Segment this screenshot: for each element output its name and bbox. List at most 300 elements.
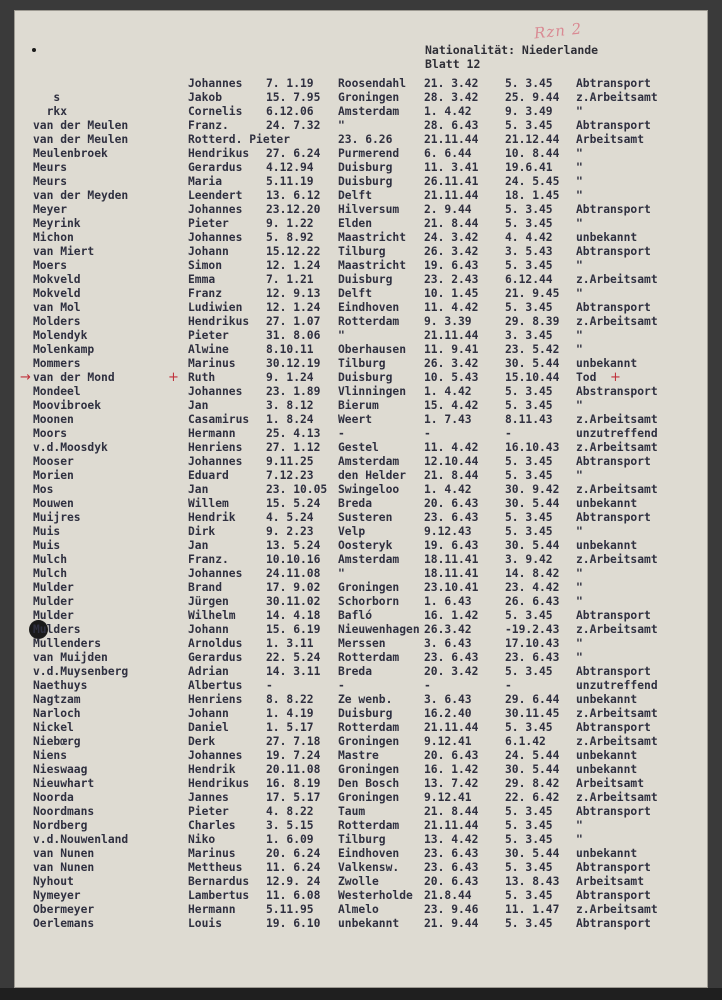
cell-date-to: 5. 3.45 bbox=[505, 609, 553, 622]
cell-given-name: Jan bbox=[188, 539, 209, 552]
cell-surname: Nieuwhart bbox=[33, 777, 95, 790]
cell-given-name: Dirk bbox=[188, 525, 216, 538]
cell-given-name: Bernardus bbox=[188, 875, 250, 888]
cell-birth-date: 13. 5.24 bbox=[266, 539, 321, 552]
cell-place: - bbox=[338, 427, 345, 440]
cell-status: Abtransport bbox=[576, 77, 651, 90]
cell-surname: Nagtzam bbox=[33, 693, 81, 706]
cell-date-from: 24. 3.42 bbox=[424, 231, 479, 244]
cell-given-name: Jürgen bbox=[188, 595, 229, 608]
cell-given-name: Albertus bbox=[188, 679, 243, 692]
cell-given-name: Henriens bbox=[188, 693, 243, 706]
cell-given-name: Gerardus bbox=[188, 651, 243, 664]
cell-date-from: 21.11.44 bbox=[424, 189, 479, 202]
cell-date-to: -19.2.43 bbox=[505, 623, 560, 636]
cell-birth-date: 9. 1.24 bbox=[266, 371, 314, 384]
cell-date-to: 11. 1.47 bbox=[505, 903, 560, 916]
cell-given-name: Hendrikus bbox=[188, 315, 250, 328]
cell-status: Abtransport bbox=[576, 805, 651, 818]
cell-date-from: 1. 6.43 bbox=[424, 595, 472, 608]
cell-status: " bbox=[576, 469, 583, 482]
cell-status: z.Arbeitsamt bbox=[576, 483, 658, 496]
cell-date-from: 6. 6.44 bbox=[424, 147, 472, 160]
table-row bbox=[14, 469, 708, 483]
cell-date-to: 8.11.43 bbox=[505, 413, 553, 426]
cell-birth-date: 8. 8.22 bbox=[266, 693, 314, 706]
table-row bbox=[14, 595, 708, 609]
cell-birth-date: 23.12.20 bbox=[266, 203, 321, 216]
cell-date-to: 30. 5.44 bbox=[505, 497, 560, 510]
cell-status: " bbox=[576, 637, 583, 650]
cell-date-from: 12.10.44 bbox=[424, 455, 479, 468]
cell-date-to: 26. 6.43 bbox=[505, 595, 560, 608]
table-row bbox=[14, 525, 708, 539]
cell-place: Nieuwenhagen bbox=[338, 623, 420, 636]
cell-status: " bbox=[576, 105, 583, 118]
cell-date-to: 19.6.41 bbox=[505, 161, 553, 174]
cell-place: Rotterdam bbox=[338, 651, 400, 664]
cell-birth-date: 12. 1.24 bbox=[266, 259, 321, 272]
cell-birth-date: 25. 4.13 bbox=[266, 427, 321, 440]
cell-surname: van Nunen bbox=[33, 847, 95, 860]
table-row bbox=[14, 91, 708, 105]
cell-birth-date: 14. 4.18 bbox=[266, 609, 321, 622]
cell-surname: Mokveld bbox=[33, 273, 81, 286]
cell-date-from: 11. 3.41 bbox=[424, 161, 479, 174]
cell-surname: Molenkamp bbox=[33, 343, 95, 356]
cell-date-from: 10. 1.45 bbox=[424, 287, 479, 300]
cell-place: Schorborn bbox=[338, 595, 400, 608]
cell-status: z.Arbeitsamt bbox=[576, 441, 658, 454]
cell-status: unbekannt bbox=[576, 497, 638, 510]
cell-status: z.Arbeitsamt bbox=[576, 903, 658, 916]
document-page bbox=[14, 10, 708, 988]
cell-given-name: Johann bbox=[188, 245, 229, 258]
cell-date-from: 13. 4.42 bbox=[424, 833, 479, 846]
cell-surname: van der Meyden bbox=[33, 189, 129, 202]
cell-birth-date: 15. 7.95 bbox=[266, 91, 321, 104]
cell-given-name: Wilhelm bbox=[188, 609, 236, 622]
cell-place: Eindhoven bbox=[338, 847, 400, 860]
cell-date-to: 30. 5.44 bbox=[505, 847, 560, 860]
cell-given-name: Cornelis bbox=[188, 105, 243, 118]
cell-surname: Meyrink bbox=[33, 217, 81, 230]
cell-status: z.Arbeitsamt bbox=[576, 735, 658, 748]
cell-given-name: Johannes bbox=[188, 749, 243, 762]
cell-surname: Noorda bbox=[33, 791, 74, 804]
cell-place: Den Bosch bbox=[338, 777, 400, 790]
cell-birth-date: 1. 8.24 bbox=[266, 413, 314, 426]
table-row bbox=[14, 245, 708, 259]
cell-date-to: 5. 3.45 bbox=[505, 119, 553, 132]
cell-given-name: Hermann bbox=[188, 903, 236, 916]
cell-place: Groningen bbox=[338, 791, 400, 804]
cell-place: Westerholde bbox=[338, 889, 413, 902]
cell-date-from: 21. 8.44 bbox=[424, 469, 479, 482]
cell-status: " bbox=[576, 217, 583, 230]
cell-place: Delft bbox=[338, 287, 373, 300]
cell-date-to: 21. 9.45 bbox=[505, 287, 560, 300]
nationality-line: Nationalität: Niederlande bbox=[425, 43, 599, 57]
cell-given-name: Simon bbox=[188, 259, 223, 272]
cell-surname: Meulenbroek bbox=[33, 147, 108, 160]
cell-place: Vlinningen bbox=[338, 385, 407, 398]
table-row bbox=[14, 553, 708, 567]
cell-birth-date: 17. 5.17 bbox=[266, 791, 321, 804]
cell-status: z.Arbeitsamt bbox=[576, 553, 658, 566]
punch-hole-top bbox=[32, 48, 36, 52]
cell-date-to: 25. 9.44 bbox=[505, 91, 560, 104]
cell-birth-date: 13. 6.12 bbox=[266, 189, 321, 202]
cell-given-name: Pieter bbox=[188, 805, 229, 818]
table-row bbox=[14, 609, 708, 623]
cell-surname: Mulders bbox=[33, 623, 81, 636]
cell-place: " bbox=[338, 329, 345, 342]
cell-surname: Muis bbox=[33, 539, 61, 552]
cell-surname: Mullenders bbox=[33, 637, 102, 650]
cell-date-to: 5. 3.45 bbox=[505, 301, 553, 314]
cell-place: " bbox=[338, 119, 345, 132]
cell-status: Abstransport bbox=[576, 385, 658, 398]
cell-place: Duisburg bbox=[338, 707, 393, 720]
table-row bbox=[14, 385, 708, 399]
cell-given-name: Johannes bbox=[188, 385, 243, 398]
cell-date-from: 1. 7.43 bbox=[424, 413, 472, 426]
cell-given-name: Henriens bbox=[188, 441, 243, 454]
cell-birth-date: 9.11.25 bbox=[266, 455, 314, 468]
cell-birth-date: 27. 6.24 bbox=[266, 147, 321, 160]
table-row bbox=[14, 861, 708, 875]
cell-date-to: 23. 6.43 bbox=[505, 651, 560, 664]
register-table bbox=[14, 77, 708, 931]
cell-birth-date: 3. 8.12 bbox=[266, 399, 314, 412]
cell-place: Mastre bbox=[338, 749, 379, 762]
cell-date-from: 21. 8.44 bbox=[424, 805, 479, 818]
table-row bbox=[14, 161, 708, 175]
cell-date-from: 16. 1.42 bbox=[424, 609, 479, 622]
cell-place: Taum bbox=[338, 805, 366, 818]
cell-birth-date: 23. 1.89 bbox=[266, 385, 321, 398]
cell-status: " bbox=[576, 175, 583, 188]
cell-birth-date: 4. 5.24 bbox=[266, 511, 314, 524]
cell-place: Groningen bbox=[338, 91, 400, 104]
table-row bbox=[14, 483, 708, 497]
cell-status: z.Arbeitsamt bbox=[576, 791, 658, 804]
cell-surname: Narloch bbox=[33, 707, 81, 720]
cell-status: z.Arbeitsamt bbox=[576, 273, 658, 286]
cell-date-to: 23. 5.42 bbox=[505, 343, 560, 356]
table-row bbox=[14, 329, 708, 343]
cell-given-name: Eduard bbox=[188, 469, 229, 482]
cell-status: Arbeitsamt bbox=[576, 133, 645, 146]
cell-place: - bbox=[338, 679, 345, 692]
cell-surname: Moonen bbox=[33, 413, 74, 426]
cell-surname: Mulch bbox=[33, 553, 68, 566]
cell-given-name: Franz. bbox=[188, 553, 229, 566]
cell-place: Roosendahl bbox=[338, 77, 407, 90]
cell-status: Abtransport bbox=[576, 609, 651, 622]
cell-place: Tilburg bbox=[338, 245, 386, 258]
cell-surname: van der Meulen bbox=[33, 133, 129, 146]
cell-status: Abtransport bbox=[576, 203, 651, 216]
cell-date-to: 6.1.42 bbox=[505, 735, 546, 748]
table-row bbox=[14, 581, 708, 595]
archive-stamp: Rzn 2 bbox=[533, 19, 583, 43]
cell-date-from: 20. 3.42 bbox=[424, 665, 479, 678]
cell-date-to: 29. 8.39 bbox=[505, 315, 560, 328]
cell-status: Arbeitsamt bbox=[576, 875, 645, 888]
cell-place: Rotterdam bbox=[338, 721, 400, 734]
table-row bbox=[14, 217, 708, 231]
cell-given-name: Marinus bbox=[188, 357, 236, 370]
cell-date-to: 5. 3.45 bbox=[505, 819, 553, 832]
cell-status: " bbox=[576, 287, 583, 300]
cell-date-from: 21. 9.44 bbox=[424, 917, 479, 930]
cell-date-from: 11. 4.42 bbox=[424, 301, 479, 314]
cell-birth-date: 1. 3.11 bbox=[266, 637, 314, 650]
cell-date-to: 5. 3.45 bbox=[505, 833, 553, 846]
cell-given-name: Niko bbox=[188, 833, 216, 846]
table-row bbox=[14, 413, 708, 427]
cell-place: Tilburg bbox=[338, 357, 386, 370]
cell-surname: Mulch bbox=[33, 567, 68, 580]
cell-place: Breda bbox=[338, 665, 373, 678]
cell-place: Groningen bbox=[338, 581, 400, 594]
cell-birth-date: - bbox=[266, 679, 273, 692]
cell-surname: Noordmans bbox=[33, 805, 95, 818]
cell-surname: Nickel bbox=[33, 721, 74, 734]
cell-date-to: - bbox=[505, 427, 512, 440]
cell-surname: Moors bbox=[33, 427, 68, 440]
cell-date-to: 5. 3.45 bbox=[505, 525, 553, 538]
cell-date-to: 5. 3.45 bbox=[505, 511, 553, 524]
cell-birth-date: 10.10.16 bbox=[266, 553, 321, 566]
cell-given-name: Johann bbox=[188, 623, 229, 636]
cell-date-to: 22. 6.42 bbox=[505, 791, 560, 804]
cell-birth-date: 15. 5.24 bbox=[266, 497, 321, 510]
cell-date-from: 15. 4.42 bbox=[424, 399, 479, 412]
cell-given-name: Johannes bbox=[188, 567, 243, 580]
cell-status: unbekannt bbox=[576, 749, 638, 762]
cell-surname: v.d.Nouwenland bbox=[33, 833, 129, 846]
cell-status: Abtransport bbox=[576, 861, 651, 874]
cell-date-to: 10. 8.44 bbox=[505, 147, 560, 160]
cell-birth-date: 22. 5.24 bbox=[266, 651, 321, 664]
scan-border bbox=[0, 988, 722, 1000]
cell-status: Abtransport bbox=[576, 455, 651, 468]
cell-date-from: 18.11.41 bbox=[424, 553, 479, 566]
cell-status: z.Arbeitsamt bbox=[576, 91, 658, 104]
table-row bbox=[14, 791, 708, 805]
cell-given-name: Johannes bbox=[188, 77, 243, 90]
cell-status: " bbox=[576, 581, 583, 594]
cell-status: " bbox=[576, 567, 583, 580]
cell-status: " bbox=[576, 833, 583, 846]
table-row bbox=[14, 777, 708, 791]
cell-place: Rotterdam bbox=[338, 819, 400, 832]
cell-date-to: 17.10.43 bbox=[505, 637, 560, 650]
table-row bbox=[14, 623, 708, 637]
cell-place: Almelo bbox=[338, 903, 379, 916]
cell-place: Swingeloo bbox=[338, 483, 400, 496]
cell-surname: Mommers bbox=[33, 357, 81, 370]
cell-birth-date: 7. 1.19 bbox=[266, 77, 314, 90]
cell-surname: Molders bbox=[33, 315, 81, 328]
cell-date-to: - bbox=[505, 679, 512, 692]
cell-date-from: 28. 3.42 bbox=[424, 91, 479, 104]
cell-place: den Helder bbox=[338, 469, 407, 482]
cell-surname: Mouwen bbox=[33, 497, 74, 510]
cell-given-name: Charles bbox=[188, 819, 236, 832]
cell-place: Groningen bbox=[338, 735, 400, 748]
cell-given-name: Marinus bbox=[188, 847, 236, 860]
cell-given-name: Daniel bbox=[188, 721, 229, 734]
cell-given-name: Gerardus bbox=[188, 161, 243, 174]
cell-surname: Nordberg bbox=[33, 819, 88, 832]
cell-given-name: Brand bbox=[188, 581, 223, 594]
table-row bbox=[14, 497, 708, 511]
cell-given-name: Lambertus bbox=[188, 889, 250, 902]
table-row bbox=[14, 357, 708, 371]
cell-date-to: 29. 6.44 bbox=[505, 693, 560, 706]
cell-birth-date: 6.12.06 bbox=[266, 105, 314, 118]
cell-status: unbekannt bbox=[576, 357, 638, 370]
cell-surname: van Mol bbox=[33, 301, 81, 314]
cell-date-to: 30. 5.44 bbox=[505, 539, 560, 552]
cell-birth-date: 12.9. 24 bbox=[266, 875, 321, 888]
cell-place: Rotterdam bbox=[338, 315, 400, 328]
cell-date-from: 3. 6.43 bbox=[424, 693, 472, 706]
cell-status: unbekannt bbox=[576, 693, 638, 706]
cell-birth-date: 27. 1.07 bbox=[266, 315, 321, 328]
cell-birth-date: 30.12.19 bbox=[266, 357, 321, 370]
cell-birth-date: 5. 8.92 bbox=[266, 231, 314, 244]
cell-place: Groningen bbox=[338, 763, 400, 776]
cell-date-to: 5. 3.45 bbox=[505, 805, 553, 818]
cell-birth-date: 5.11.19 bbox=[266, 175, 314, 188]
cell-date-to: 21.12.44 bbox=[505, 133, 560, 146]
arrow-icon: → bbox=[20, 370, 31, 385]
cell-place: Amsterdam bbox=[338, 455, 400, 468]
cell-status: " bbox=[576, 399, 583, 412]
cell-place: Merssen bbox=[338, 637, 386, 650]
cell-place: Maastricht bbox=[338, 259, 407, 272]
page-header bbox=[425, 43, 598, 71]
cell-status: Tod bbox=[576, 371, 597, 384]
cross-mark: + bbox=[610, 370, 621, 385]
cell-surname: Michon bbox=[33, 231, 74, 244]
sheet-number: Blatt 12 bbox=[425, 57, 481, 71]
cell-status: z.Arbeitsamt bbox=[576, 413, 658, 426]
cell-date-from: 21.11.44 bbox=[424, 133, 479, 146]
cell-place: Tilburg bbox=[338, 833, 386, 846]
cell-status: " bbox=[576, 525, 583, 538]
cell-surname: s bbox=[33, 91, 61, 104]
cell-date-from: 26.3.42 bbox=[424, 623, 472, 636]
cell-place: Duisburg bbox=[338, 175, 393, 188]
cell-date-from: 10. 5.43 bbox=[424, 371, 479, 384]
table-row bbox=[14, 665, 708, 679]
cell-place: Zwolle bbox=[338, 875, 379, 888]
cell-status: Abtransport bbox=[576, 917, 651, 930]
table-row bbox=[14, 343, 708, 357]
table-row bbox=[14, 189, 708, 203]
table-row bbox=[14, 147, 708, 161]
cell-given-name: Johannes bbox=[188, 203, 243, 216]
cell-given-name: Jan bbox=[188, 399, 209, 412]
cell-birth-date: 1. 6.09 bbox=[266, 833, 314, 846]
cell-given-name: Mettheus bbox=[188, 861, 243, 874]
cell-date-from: 11. 4.42 bbox=[424, 441, 479, 454]
table-row bbox=[14, 707, 708, 721]
cell-date-from: 9.12.41 bbox=[424, 735, 472, 748]
cross-mark: + bbox=[168, 370, 179, 385]
cell-date-to: 5. 3.45 bbox=[505, 455, 553, 468]
cell-date-from: 26. 3.42 bbox=[424, 245, 479, 258]
cell-birth-date: 11. 6.24 bbox=[266, 861, 321, 874]
cell-surname: Muis bbox=[33, 525, 61, 538]
cell-place: Ze wenb. bbox=[338, 693, 393, 706]
cell-date-from: 23. 6.43 bbox=[424, 861, 479, 874]
cell-date-to: 5. 3.45 bbox=[505, 217, 553, 230]
cell-date-to: 4. 4.42 bbox=[505, 231, 553, 244]
cell-given-name: Arnoldus bbox=[188, 637, 243, 650]
cell-birth-date: 30.11.02 bbox=[266, 595, 321, 608]
cell-status: unbekannt bbox=[576, 231, 638, 244]
table-row bbox=[14, 105, 708, 119]
table-row bbox=[14, 315, 708, 329]
cell-date-from: 23.10.41 bbox=[424, 581, 479, 594]
cell-date-from: 19. 6.43 bbox=[424, 539, 479, 552]
cell-given-name: Johannes bbox=[188, 231, 243, 244]
cell-date-from: 21. 8.44 bbox=[424, 217, 479, 230]
cell-date-to: 5. 3.45 bbox=[505, 203, 553, 216]
cell-given-name: Hendrikus bbox=[188, 147, 250, 160]
cell-birth-date: 1. 4.19 bbox=[266, 707, 314, 720]
cell-date-to: 5. 3.45 bbox=[505, 721, 553, 734]
cell-place: Susteren bbox=[338, 511, 393, 524]
cell-surname: Meurs bbox=[33, 175, 68, 188]
table-row bbox=[14, 805, 708, 819]
cell-date-to: 14. 8.42 bbox=[505, 567, 560, 580]
cell-surname: Meyer bbox=[33, 203, 68, 216]
cell-birth-date: 1. 5.17 bbox=[266, 721, 314, 734]
table-row bbox=[14, 693, 708, 707]
table-row bbox=[14, 203, 708, 217]
cell-status: unzutreffend bbox=[576, 679, 658, 692]
cell-surname: Niebœrg bbox=[33, 735, 81, 748]
table-row bbox=[14, 77, 708, 91]
cell-birth-date: 24. 7.32 bbox=[266, 119, 321, 132]
cell-given-name: Emma bbox=[188, 273, 216, 286]
cell-given-name: Leendert bbox=[188, 189, 243, 202]
cell-status: " bbox=[576, 343, 583, 356]
table-row bbox=[14, 511, 708, 525]
cell-given-name: Ruth bbox=[188, 371, 216, 384]
cell-date-from: 20. 6.43 bbox=[424, 875, 479, 888]
cell-surname: rkx bbox=[33, 105, 68, 118]
table-row bbox=[14, 917, 708, 931]
cell-surname: van der Meulen bbox=[33, 119, 129, 132]
cell-surname: van Miert bbox=[33, 245, 95, 258]
cell-surname: Niens bbox=[33, 749, 68, 762]
cell-date-to: 5. 3.45 bbox=[505, 889, 553, 902]
cell-given-name: Jan bbox=[188, 483, 209, 496]
cell-date-to: 3. 9.42 bbox=[505, 553, 553, 566]
cell-surname: Naethuys bbox=[33, 679, 88, 692]
cell-surname: van Muijden bbox=[33, 651, 108, 664]
cell-place: Weert bbox=[338, 413, 373, 426]
